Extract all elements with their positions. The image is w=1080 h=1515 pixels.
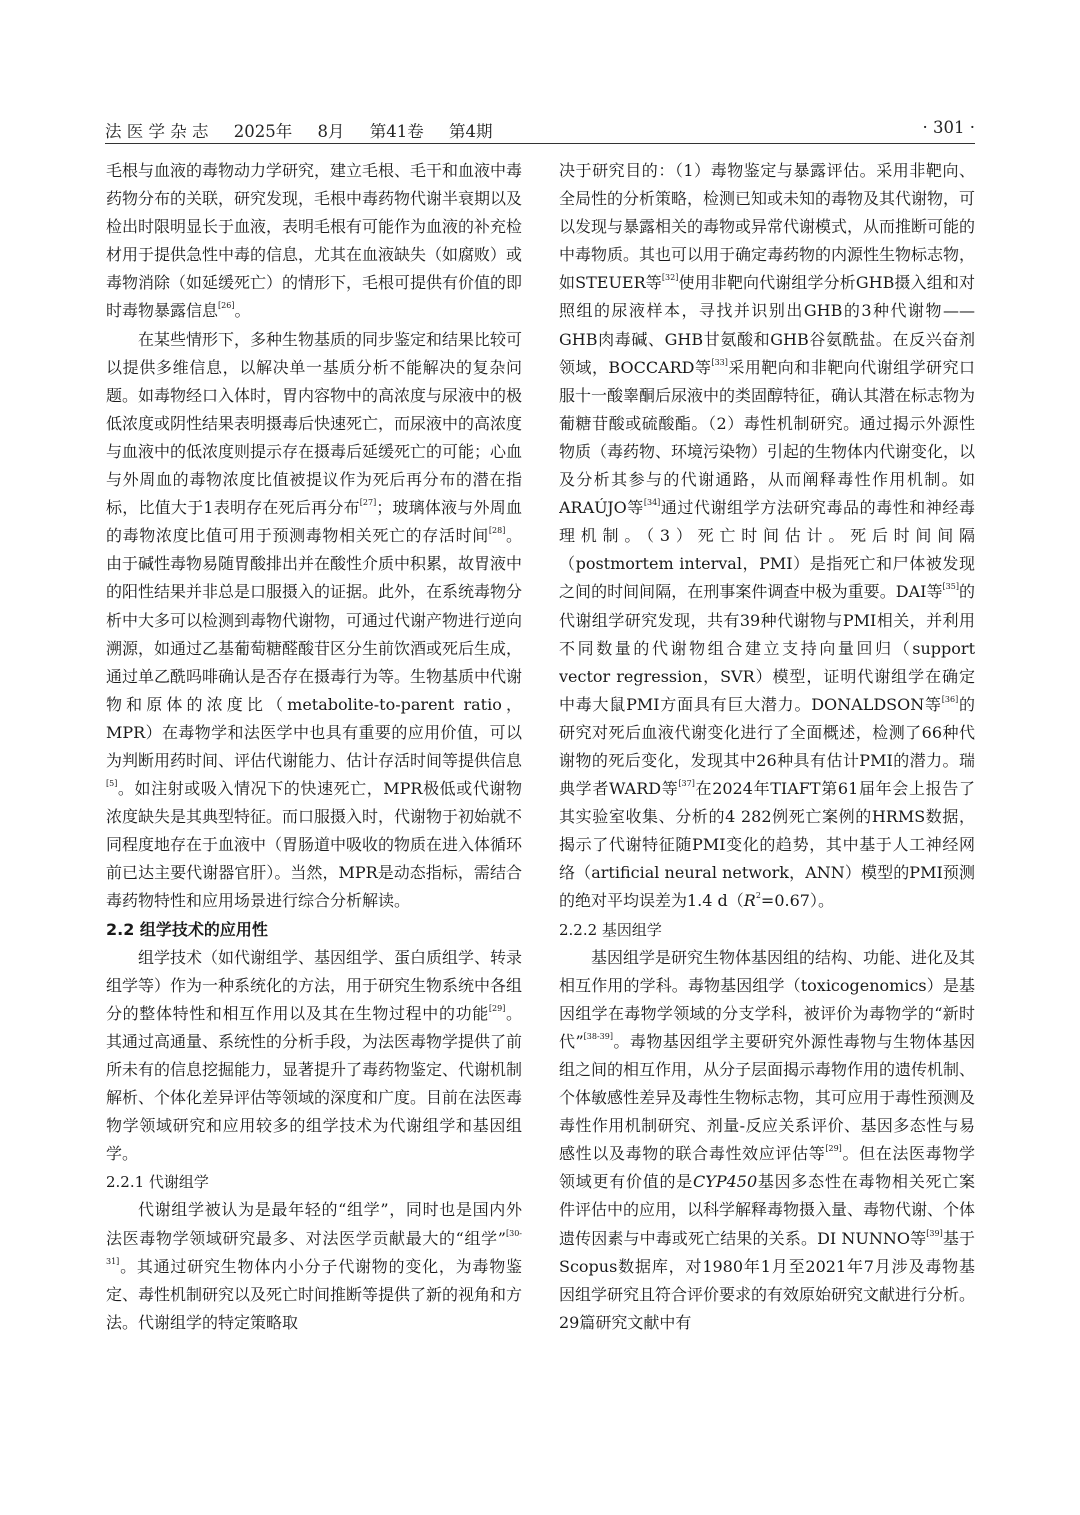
citation: [28] bbox=[488, 526, 506, 536]
header-rule bbox=[105, 143, 975, 144]
paragraph bbox=[559, 157, 975, 916]
journal-info bbox=[105, 118, 512, 142]
section-heading: 2.2 组学技术的应用性 bbox=[106, 919, 268, 939]
text-run: 通过代谢组学方法研究毒品的毒性和神经毒理机制。（3）死亡时间估计。死后时间间隔（postmortem interval，PMI）是指死亡和尸体被发现之间的时间间隔，在刑事案件调查中极为重要。DAI等 bbox=[559, 498, 975, 602]
journal-month: 8月 bbox=[317, 122, 345, 141]
text-run: 组学技术（如代谢组学、基因组学、蛋白质组学、转录组学等）作为一种系统化的方法，用于研究生物系统中各组分的整体特性和相互作用以及其在生物过程中的功能 bbox=[106, 947, 522, 1023]
superscript: 2 bbox=[755, 891, 761, 901]
text-run: 毛根与血液的毒物动力学研究，建立毛根、毛干和血液中毒药物分布的关联，研究发现，毛根中毒药物代谢半衰期以及检出时限明显长于血液，表明毛根有可能作为血液的补充检材用于提供急性中毒的信息，尤其在血液缺失（如腐败）或毒物消除（如延缓死亡）的情形下，毛根可提供有价值的即时毒物暴露信息 bbox=[106, 161, 522, 321]
journal-volume: 第41卷 bbox=[369, 122, 424, 141]
text-run: 。其通过高通量、系统性的分析手段，为法医毒物学提供了前所未有的信息挖掘能力，显著提升了毒药物鉴定、代谢机制解析、个体化差异评估等领域的深度和广度。目前在法医毒物学领域研究和应用较多的组学技术为代谢组学和基因组学。 bbox=[106, 1003, 522, 1164]
paragraph bbox=[106, 1196, 522, 1336]
text-run: ；玻璃体液与外周血的毒物浓度比值可用于预测毒物相关死亡的存活时间 bbox=[106, 498, 522, 546]
journal-issue: 第4期 bbox=[448, 122, 493, 141]
text-run: R bbox=[743, 891, 756, 911]
citation: [32] bbox=[661, 273, 679, 283]
text-run: 基因多态性在毒物相关死亡案件评估中的应用，以科学解释毒物摄入量、毒物代谢、个体遗传因素与中毒或死亡结果的关系。DI NUNNO等 bbox=[559, 1172, 975, 1248]
text-run: 基于Scopus数据库，对1980年1月至2021年7月涉及毒物基因组学研究且符合评价要求的有效原始研究文献进行分析。29篇研究文献中有 bbox=[559, 1228, 975, 1332]
paragraph bbox=[106, 944, 522, 1169]
citation: [37] bbox=[678, 779, 695, 789]
text-run: 的研究对死后血液代谢变化进行了全面概述，检测了66种代谢物的死后变化，发现其中26种具有估计PMI的潜力。瑞典学者WARD等 bbox=[559, 694, 975, 799]
journal-name: 法 医 学 杂 志 bbox=[105, 122, 209, 141]
citation: [5] bbox=[106, 779, 118, 789]
text-run: 的代谢组学研究发现，共有39种代谢物与PMI相关，并利用不同数量的代谢物组合建立支持向量回归（support vector regression，SVR）模型，证明代谢组学在确定中毒大鼠PMI方面具有巨大潜力。DONALDSON等 bbox=[559, 582, 975, 714]
citation: [30-31] bbox=[106, 1228, 522, 1266]
text-run: 在2024年TIAFT第61届年会上报告了其实验室收集、分析的4 282例死亡案例的HRMS数据，揭示了代谢特征随PMI变化的趋势，其中基于人工神经网络（artificial neural network，ANN）模型的PMI预测的绝对平均误差为1.4 d（ bbox=[559, 779, 975, 911]
left-column bbox=[106, 157, 522, 1440]
citation: [27] bbox=[359, 498, 377, 508]
citation: [26] bbox=[218, 301, 235, 311]
text-run: 。其通过研究生物体内小分子代谢物的变化，为毒物鉴定、毒性机制研究以及死亡时间推断等提供了新的视角和方法。代谢组学的特定策略取 bbox=[106, 1256, 522, 1332]
paragraph bbox=[106, 157, 522, 326]
text-run: 。但在法医毒物学领域更有价值的是 bbox=[559, 1144, 975, 1192]
text-run: 。如注射或吸入情况下的快速死亡，MPR极低或代谢物浓度缺失是其典型特征。而口服摄入时，代谢物于初始就不同程度地存在于血液中（胃肠道中吸收的物质在进入体循环前已达主要代谢器官肝）。当然，MPR是动态指标，需结合毒药物特性和应用场景进行综合分析解读。 bbox=[106, 779, 522, 911]
citation: [35] bbox=[942, 582, 959, 592]
citation: [34] bbox=[643, 498, 661, 508]
text-run: 使用非靶向代谢组学分析GHB摄入组和对照组的尿液样本，寻找并识别出GHB的3种代谢物——GHB肉毒碱、GHB甘氨酸和GHB谷氨酰盐。在反兴奋剂领域，BOCCARD等 bbox=[559, 273, 975, 377]
citation: [29] bbox=[488, 1003, 506, 1013]
text-run: 。由于碱性毒物易随胃酸排出并在酸性介质中积累，故胃液中的阳性结果并非总是口服摄入的证据。此外，在系统毒物分析中大多可以检测到毒物代谢物，可通过代谢产物进行逆向溯源，如通过乙基葡萄糖醛酸苷区分生前饮酒或死后生成，通过单乙酰吗啡确认是否存在摄毒行为等。生物基质中代谢物和原体的浓度比（metabolite-to-parent ratio，MPR）在毒物学和法医学中也具有重要的应用价值，可以为判断用药时间、评估代谢能力、估计存活时间等提供信息 bbox=[106, 526, 522, 770]
paragraph bbox=[559, 944, 975, 1337]
text-run: 决于研究目的：（1）毒物鉴定与暴露评估。采用非靶向、全局性的分析策略，检测已知或未知的毒物及其代谢物，可以发现与暴露相关的毒物或异常代谢模式，从而推断可能的中毒物质。其也可以用于确定毒药物的内源性生物标志物，如STEUER等 bbox=[559, 161, 975, 293]
journal-year: 2025年 bbox=[233, 122, 293, 141]
subsection-heading: 2.2.2 基因组学 bbox=[559, 920, 662, 939]
text-run: 代谢组学被认为是最年轻的“组学”，同时也是国内外法医毒物学领域研究最多、对法医学贡献最大的“组学” bbox=[106, 1200, 522, 1248]
subsection-heading: 2.2.1 代谢组学 bbox=[106, 1173, 209, 1192]
right-column bbox=[559, 157, 975, 1440]
page-number: · 301 · bbox=[922, 118, 975, 137]
citation: [38-39] bbox=[583, 1031, 613, 1041]
text-run: 基因组学是研究生物体基因组的结构、功能、进化及其相互作用的学科。毒物基因组学（toxicogenomics）是基因组学在毒物学领域的分支学科，被评价为毒物学的“新时代” bbox=[559, 947, 975, 1051]
citation: [39] bbox=[926, 1228, 943, 1238]
text-run: =0.67）。 bbox=[760, 891, 834, 911]
text-run: 。毒物基因组学主要研究外源性毒物与生物体基因组之间的相互作用，从分子层面揭示毒物作用的遗传机制、个体敏感性差异及毒性生物标志物，其可应用于毒性预测及毒性作用机制研究、剂量-反应关系评价、基因多态性与易感性以及毒物的联合毒性效应评估等 bbox=[559, 1031, 975, 1164]
citation: [36] bbox=[941, 694, 959, 704]
text-run: 。 bbox=[234, 301, 251, 321]
running-header bbox=[105, 118, 975, 146]
text-run: 在某些情形下，多种生物基质的同步鉴定和结果比较可以提供多维信息，以解决单一基质分析不能解决的复杂问题。如毒物经口入体时，胃内容物中的高浓度与尿液中的极低浓度或阴性结果表明摄毒后快速死亡，而尿液中的高浓度与血液中的低浓度则提示存在摄毒后延缓死亡的可能；心血与外周血的毒物浓度比值被提议作为死后再分布的潜在指标，比值大于1表明存在死后再分布 bbox=[106, 329, 522, 518]
gene-name: CYP450 bbox=[693, 1172, 758, 1192]
citation: [33] bbox=[711, 357, 728, 367]
text-run: 采用靶向和非靶向代谢组学研究口服十一酸睾酮后尿液中的类固醇特征，确认其潜在标志物为葡糖苷酸或硫酸酯。（2）毒性机制研究。通过揭示外源性物质（毒药物、环境污染物）引起的生物体内代谢变化，以及分析其参与的代谢通路，从而阐释毒性作用机制。如ARAÚJO等 bbox=[559, 357, 975, 518]
paragraph bbox=[106, 326, 522, 916]
citation: [29] bbox=[825, 1144, 842, 1154]
